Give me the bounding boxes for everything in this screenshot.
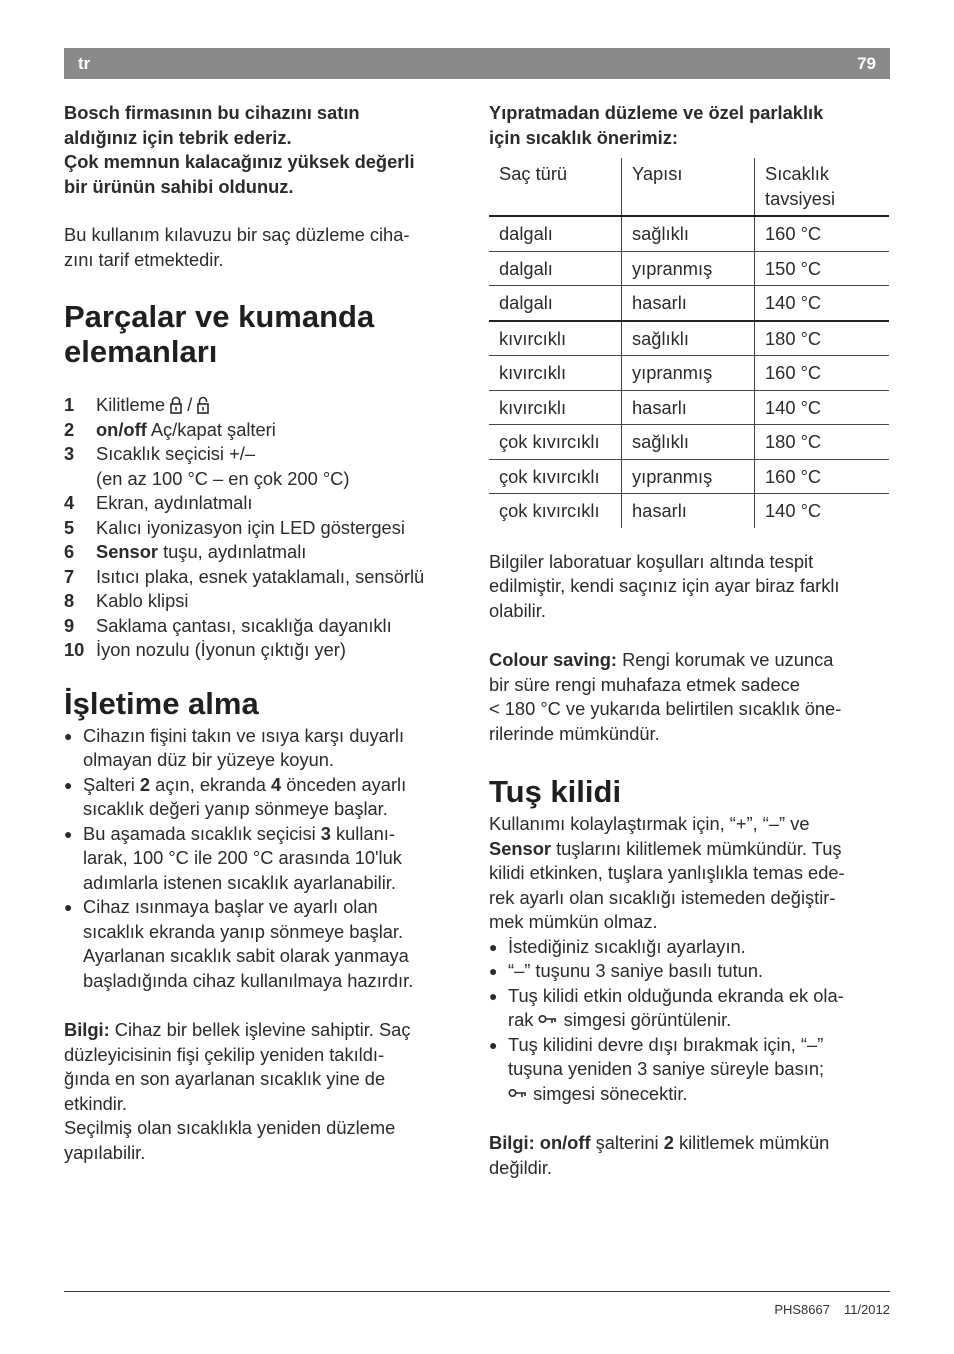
description-line: Bu kullanım kılavuzu bir saç düzleme ciha- <box>64 224 410 245</box>
cell-structure: sağlıklı <box>622 425 755 460</box>
list-item <box>489 959 891 984</box>
step-line: Tuş kilidi etkin olduğunda ekranda ek ola- <box>508 984 844 1006</box>
table-row <box>489 216 889 251</box>
page-header-bar <box>64 48 890 79</box>
list-item <box>64 491 466 516</box>
step-line: adımlarla istenen sıcaklık ayarlanabilir. <box>83 871 396 893</box>
step-part: simgesi görüntülenir. <box>558 1009 732 1030</box>
language-code: tr <box>78 54 91 73</box>
cell-type: çok kıvırcıklı <box>489 494 622 528</box>
step-line: başladığında cihaz kullanılmaya hazırdır. <box>83 969 414 991</box>
cell-temp: 180 °C <box>755 321 890 356</box>
colour-line: rilerinde mümkündür. <box>489 722 660 744</box>
info-line: etkindir. <box>64 1092 128 1114</box>
list-item <box>64 516 466 541</box>
step-line: larak, 100 °C ile 200 °C arasında 10'luk <box>83 847 402 868</box>
table-heading-line: için sıcaklık önerimiz: <box>489 126 678 148</box>
heading-line: Parçalar ve kumanda <box>64 299 375 334</box>
cell-temp: 160 °C <box>755 356 890 391</box>
lab-line: edilmiştir, kendi saçınız için ayar biraz farklı <box>489 575 840 596</box>
step-ref: 3 <box>320 822 331 844</box>
note-line <box>489 1131 891 1156</box>
item-text: Saklama çantası, sıcaklığa dayanıklı <box>96 614 392 636</box>
step-line: sıcaklık değeri yanıp sönmeye başlar. <box>83 798 388 819</box>
header-cell <box>755 158 890 216</box>
sensor-label: Sensor <box>489 837 551 859</box>
cell-temp: 140 °C <box>755 494 890 528</box>
list-item <box>64 822 466 896</box>
bullet-icon: ● <box>489 1036 498 1053</box>
intro-line: mek mümkün olmaz. <box>489 911 658 932</box>
cell-type: kıvırcıklı <box>489 390 622 425</box>
intro-line: rek ayarlı olan sıcaklığı istemeden değiştir- <box>489 886 836 908</box>
list-item <box>64 724 466 773</box>
footer-divider <box>64 1291 890 1292</box>
info-line: düzleyicisinin fişi çekilip yeniden takıldı- <box>64 1043 385 1065</box>
cell-temp: 160 °C <box>755 216 890 251</box>
step-part: kullanı- <box>330 822 395 844</box>
item-bold: Sensor <box>96 541 158 562</box>
lock-label: Kilitleme <box>96 394 166 415</box>
intro-text <box>64 101 466 199</box>
key-lock-note <box>489 1131 891 1180</box>
colour-label: Colour saving: <box>489 649 617 670</box>
item-number: 10 <box>64 639 85 660</box>
item-bold: on/off <box>96 418 147 440</box>
step-part: açın, ekranda <box>150 773 272 795</box>
list-item <box>489 1033 891 1107</box>
step-text <box>508 984 844 1033</box>
list-item <box>64 565 466 590</box>
cell-structure: hasarlı <box>622 390 755 425</box>
item-text <box>96 540 306 565</box>
cell-type: dalgalı <box>489 216 622 251</box>
intro-line: kilidi etkinken, tuşlara yanlışlıkla temas ede- <box>489 862 845 883</box>
info-line <box>64 1018 466 1043</box>
item-text: İyon nozulu (İyonun çıktığı yer) <box>96 639 346 660</box>
item-number: 5 <box>64 516 75 538</box>
step-part: önceden ayarlı <box>281 773 407 795</box>
cell-structure: sağlıklı <box>622 216 755 251</box>
table-heading-line: Yıpratmadan düzleme ve özel parlaklık <box>489 102 824 123</box>
info-line: ğında en son ayarlanan sıcaklık yine de <box>64 1068 386 1089</box>
cell-structure: yıpranmış <box>622 356 755 391</box>
table-row <box>489 390 889 425</box>
step-line: olmayan düz bir yüzeye koyun. <box>83 749 334 770</box>
note-text: şalterini <box>590 1132 664 1153</box>
step-ref: 2 <box>139 773 151 795</box>
operation-heading: İşletime alma <box>64 685 259 721</box>
list-item <box>489 935 891 960</box>
info-line: Seçilmiş olan sıcaklıkla yeniden düzleme <box>64 1117 396 1138</box>
info-label: Bilgi: <box>64 1019 110 1040</box>
cell-structure: yıpranmış <box>622 459 755 494</box>
lock-separator: / <box>187 394 193 415</box>
colour-line: < 180 °C ve yukarıda belirtilen sıcaklık öne- <box>489 698 842 719</box>
item-line: Sıcaklık seçicisi +/– <box>96 443 255 464</box>
cell-structure: hasarlı <box>622 286 755 321</box>
item-rest: Aç/kapat şalteri <box>146 418 276 440</box>
key-icon <box>508 1088 528 1100</box>
footer <box>774 1298 890 1323</box>
cell-structure: hasarlı <box>622 494 755 528</box>
item-text: Ekran, aydınlatmalı <box>96 492 253 513</box>
note-ref: 2 <box>663 1132 674 1153</box>
item-text <box>96 418 276 443</box>
cell-type: dalgalı <box>489 286 622 321</box>
bullet-icon: ● <box>489 938 498 955</box>
step-part: rak <box>508 1009 539 1030</box>
step-line: Cihazın fişini takın ve ısıya karşı duyarlı <box>83 724 405 746</box>
lock-closed-icon <box>170 396 182 414</box>
cell-temp: 140 °C <box>755 390 890 425</box>
colour-text: Rengi korumak ve uzunca <box>616 649 834 670</box>
key-lock-intro <box>489 812 891 935</box>
description-line: zını tarif etmektedir. <box>64 248 224 270</box>
cell-type: çok kıvırcıklı <box>489 459 622 494</box>
bullet-icon: ● <box>64 776 73 793</box>
step-part: simgesi sönecektir. <box>528 1082 688 1104</box>
table-row <box>489 425 889 460</box>
bullet-icon: ● <box>64 899 73 915</box>
step-text <box>83 822 402 896</box>
parts-list <box>64 393 466 663</box>
table-row <box>489 494 889 528</box>
table-row <box>489 459 889 494</box>
item-number: 7 <box>64 565 75 587</box>
item-number: 2 <box>64 418 75 440</box>
intro-line: Çok memnun kalacağınız yüksek değerli <box>64 151 415 172</box>
cell-type: çok kıvırcıklı <box>489 425 622 460</box>
key-icon <box>538 1014 558 1026</box>
bullet-icon: ● <box>64 825 73 842</box>
parts-heading <box>64 299 466 369</box>
item-number: 6 <box>64 541 75 562</box>
cell-type: kıvırcıklı <box>489 321 622 356</box>
step-ref: 4 <box>271 773 282 795</box>
step-text <box>83 895 413 993</box>
colour-saving-note <box>489 648 891 746</box>
item-number: 9 <box>64 614 75 636</box>
list-item <box>64 540 466 565</box>
table-row <box>489 356 889 391</box>
step-line: Cihaz ısınmaya başlar ve ayarlı olan <box>83 896 378 917</box>
table-row <box>489 321 889 356</box>
item-line: (en az 100 °C – en çok 200 °C) <box>96 467 350 489</box>
cell-type: dalgalı <box>489 251 622 286</box>
operation-steps <box>64 724 466 994</box>
manual-description <box>64 223 466 272</box>
list-item <box>64 418 466 443</box>
item-text: Isıtıcı plaka, esnek yataklamalı, sensörlü <box>96 565 425 587</box>
colour-line <box>489 648 891 673</box>
step-line: sıcaklık ekranda yanıp sönmeye başlar. <box>83 920 404 942</box>
intro-line: Kullanımı kolaylaştırmak için, “+”, “–” ve <box>489 813 810 834</box>
heading-line: elemanları <box>64 334 218 369</box>
list-item <box>64 393 466 418</box>
info-note <box>64 1018 466 1165</box>
intro-text: tuşlarını kilitlemek mümkündür. Tuş <box>550 837 842 859</box>
page-number: 79 <box>857 54 876 73</box>
item-number: 3 <box>64 443 75 464</box>
note-line: değildir. <box>489 1156 553 1178</box>
info-line: yapılabilir. <box>64 1141 146 1163</box>
item-number: 1 <box>64 394 75 415</box>
model-number: PHS8667 <box>774 1302 830 1317</box>
list-item <box>64 589 466 614</box>
info-text: Cihaz bir bellek işlevine sahiptir. Saç <box>109 1019 411 1040</box>
key-lock-steps <box>489 935 891 1107</box>
note-label: Bilgi: on/off <box>489 1132 591 1153</box>
bullet-icon: ● <box>489 963 498 979</box>
header-cell: Yapısı <box>622 158 755 216</box>
list-item <box>64 442 466 491</box>
note-text: kilitlemek mümkün <box>673 1132 830 1153</box>
list-item <box>64 638 466 663</box>
list-item <box>64 773 466 822</box>
cell-structure: yıpranmış <box>622 251 755 286</box>
lab-line: olabilir. <box>489 599 546 621</box>
intro-line: Bosch firmasının bu cihazını satın <box>64 102 360 123</box>
step-text <box>83 724 404 773</box>
cell-type: kıvırcıklı <box>489 356 622 391</box>
cell-temp: 160 °C <box>755 459 890 494</box>
step-text <box>508 1033 824 1107</box>
item-number: 4 <box>64 492 75 513</box>
colour-line: bir süre rengi muhafaza etmek sadece <box>489 673 800 695</box>
temperature-table <box>489 158 889 528</box>
item-rest: tuşu, aydınlatmalı <box>157 541 307 562</box>
header-line: tavsiyesi <box>765 187 836 209</box>
cell-temp: 150 °C <box>755 251 890 286</box>
step-text: “–” tuşunu 3 saniye basılı tutun. <box>508 960 764 981</box>
bullet-icon: ● <box>489 987 498 1004</box>
item-text <box>96 393 209 418</box>
edition-date: 11/2012 <box>843 1302 890 1317</box>
lab-note <box>489 550 891 624</box>
cell-temp: 180 °C <box>755 425 890 460</box>
intro-line: aldığınız için tebrik ederiz. <box>64 126 292 148</box>
right-column <box>489 101 891 1180</box>
table-header-row <box>489 158 889 216</box>
step-part: Bu aşamada sıcaklık seçicisi <box>83 822 321 844</box>
intro-line <box>489 837 891 862</box>
header-line: Sıcaklık <box>765 163 830 184</box>
lab-line: Bilgiler laboratuar koşulları altında tespit <box>489 550 814 572</box>
item-text: Kalıcı iyonizasyon için LED göstergesi <box>96 516 405 538</box>
header-cell: Saç türü <box>499 163 568 184</box>
step-line: Ayarlanan sıcaklık sabit olarak yanmaya <box>83 945 409 966</box>
list-item <box>64 614 466 639</box>
step-part: Şalteri <box>83 773 140 795</box>
item-text: Kablo klipsi <box>96 590 189 611</box>
item-number: 8 <box>64 590 75 611</box>
cell-temp: 140 °C <box>755 286 890 321</box>
key-lock-heading: Tuş kilidi <box>489 774 622 809</box>
step-text: İstediğiniz sıcaklığı ayarlayın. <box>508 935 746 957</box>
bullet-icon: ● <box>64 727 73 744</box>
table-row <box>489 286 889 321</box>
step-line: tuşuna yeniden 3 saniye süreyle basın; <box>508 1058 825 1079</box>
list-item <box>64 895 466 993</box>
lock-open-icon <box>197 396 209 414</box>
table-row <box>489 251 889 286</box>
step-line: Tuş kilidini devre dışı bırakmak için, “–” <box>508 1033 824 1055</box>
step-text <box>83 773 406 822</box>
item-text <box>96 442 349 491</box>
table-heading <box>489 101 891 150</box>
intro-line: bir ürünün sahibi oldunuz. <box>64 175 294 197</box>
list-item <box>489 984 891 1033</box>
left-column <box>64 101 466 1165</box>
cell-structure: sağlıklı <box>622 321 755 356</box>
